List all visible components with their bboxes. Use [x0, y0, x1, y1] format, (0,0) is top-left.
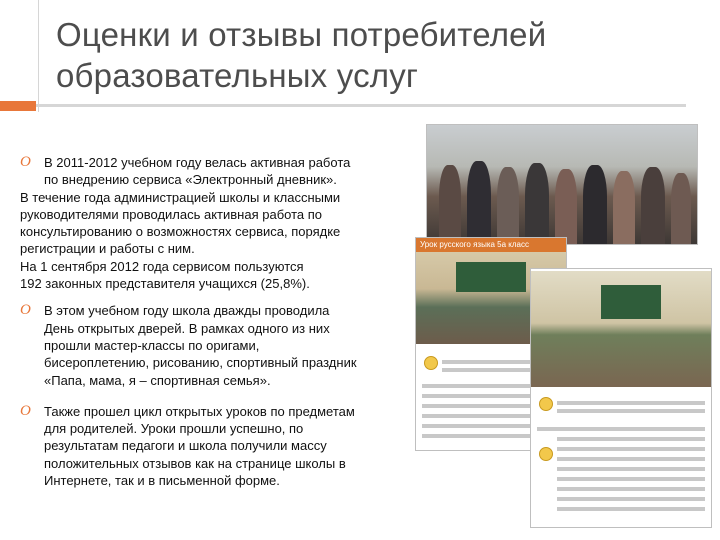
bullet-2-line-1: В этом учебном году школа дважды проводила	[44, 303, 330, 319]
text-line	[537, 427, 705, 431]
paragraph-line-1: В течение года администрацией школы и классными	[20, 189, 341, 205]
bullet-marker: O	[20, 154, 31, 170]
text-line	[557, 487, 705, 491]
bullet-marker: O	[20, 302, 31, 319]
smiley-icon	[539, 397, 553, 411]
bullet-2-line-2: День открытых дверей. В рамках одного из них	[44, 320, 330, 336]
paragraph-line-4: регистрации и работы с ним.	[20, 241, 195, 257]
classroom-photo	[531, 271, 711, 387]
photo-figure	[497, 167, 519, 244]
text-line	[557, 437, 705, 441]
blackboard	[601, 285, 661, 319]
photo-figure	[613, 171, 635, 244]
bullet-2	[20, 302, 412, 388]
body-text	[20, 154, 412, 489]
text-line	[557, 477, 705, 481]
bullet-2-line-3: прошли мастер-классы по оригами,	[44, 337, 260, 353]
text-line	[557, 447, 705, 451]
paragraph-line-6: 192 законных представителя учащихся (25,8%).	[20, 276, 310, 292]
smiley-icon	[424, 356, 438, 370]
bullet-3-line-2: для родителей. Уроки прошли успешно, по	[44, 421, 304, 437]
lesson-screenshot-2	[530, 268, 712, 528]
paragraph-line-5: На 1 сентября 2012 года сервисом пользуются	[20, 258, 304, 274]
bullet-3	[20, 403, 412, 489]
paragraph-line-3: консультированию о возможностях сервиса, порядке	[20, 224, 341, 240]
bullet-3-line-3: результатам педагоги и школа получили массу	[44, 438, 327, 454]
slide-title-line-2: образовательных услуг	[56, 57, 419, 94]
photo-figure	[525, 163, 549, 244]
photo-figure	[439, 165, 461, 244]
screenshot-header: Урок русского языка 5а класс	[416, 238, 566, 252]
paragraph-line-2: руководителями проводилась активная работа по	[20, 206, 323, 222]
bullet-3-line-5: Интернете, так и в письменной форме.	[44, 473, 280, 489]
bullet-1	[20, 154, 412, 189]
photo-figure	[467, 161, 491, 244]
text-line	[557, 497, 705, 501]
text-line	[557, 457, 705, 461]
bullet-1-line-1: В 2011-2012 учебном году велась активная работа	[44, 155, 351, 170]
slide-title-line-1: Оценки и отзывы потребителей	[56, 16, 547, 53]
bullet-3-line-1: Также прошел цикл открытых уроков по предметам	[44, 403, 355, 419]
smiley-icon	[539, 447, 553, 461]
group-photo	[426, 124, 698, 245]
accent-bar	[0, 101, 36, 111]
bullet-2-line-4: бисероплетению, рисованию, спортивный праздник	[44, 355, 357, 371]
text-line	[557, 401, 705, 405]
bullet-1-line-2: по внедрению сервиса «Электронный дневник».	[44, 172, 337, 188]
photo-figure	[583, 165, 607, 244]
text-line	[557, 467, 705, 471]
blackboard	[456, 262, 526, 292]
bullet-marker: O	[20, 402, 31, 419]
photo-figure	[641, 167, 665, 244]
photo-figure	[555, 169, 577, 244]
bullet-2-line-5: «Папа, мама, я – спортивная семья».	[44, 372, 271, 388]
photo-figure	[671, 173, 691, 244]
text-line	[557, 507, 705, 511]
text-line	[557, 409, 705, 413]
title-divider	[36, 104, 686, 107]
bullet-3-line-4: положительных отзывов как на странице школы в	[44, 455, 346, 471]
